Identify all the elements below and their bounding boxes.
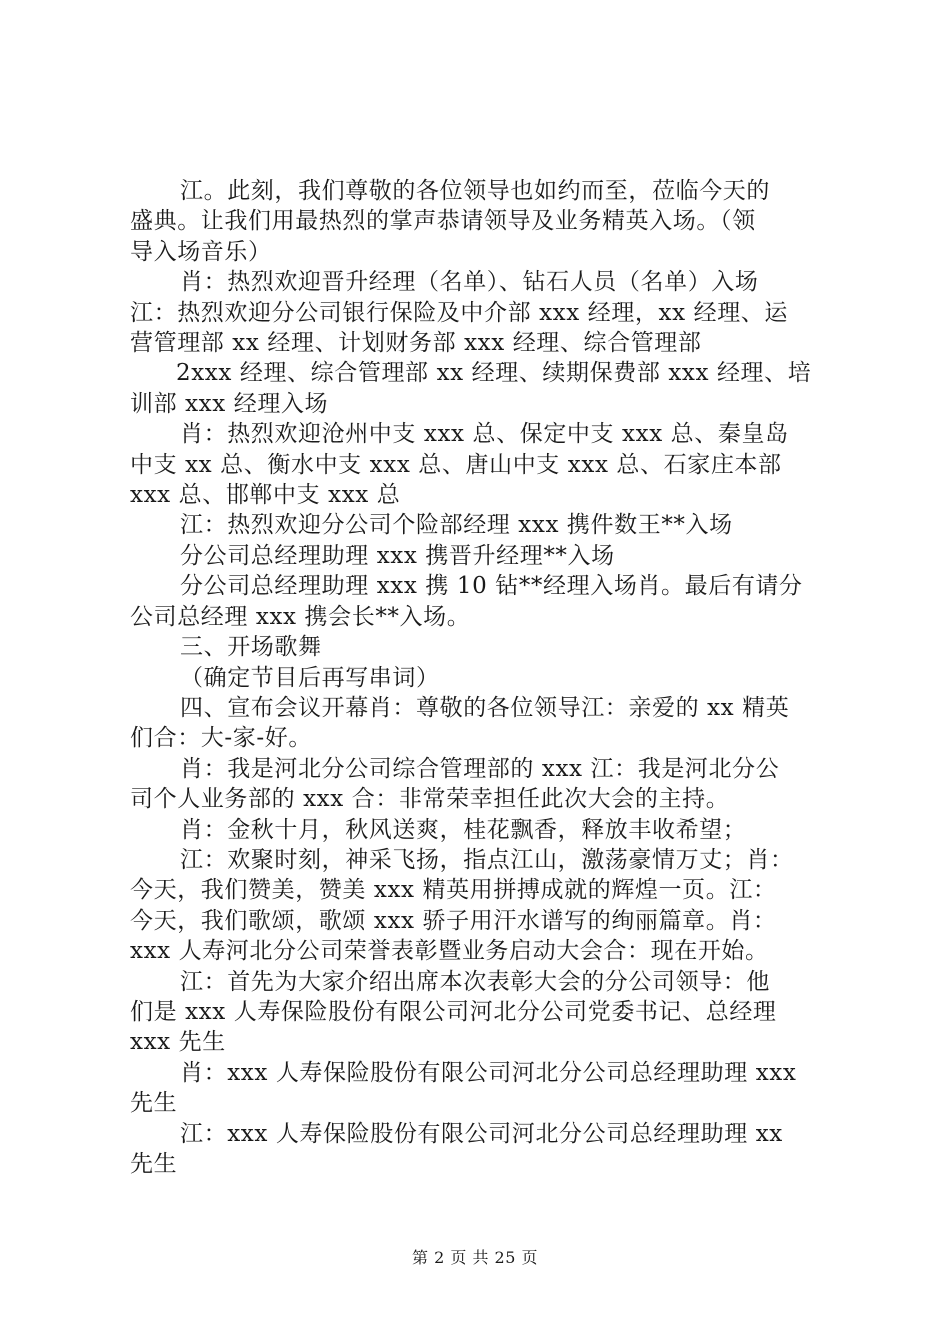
- section-heading: 三、开场歌舞: [180, 634, 322, 661]
- text-line: 江：热烈欢迎分公司银行保险及中介部 xxx 经理，xx 经理、运: [130, 299, 788, 326]
- text-line: （确定节目后再写串词）: [180, 664, 440, 691]
- text-line: 江：首先为大家介绍出席本次表彰大会的分公司领导：他: [180, 968, 770, 995]
- text-line: 们是 xxx 人寿保险股份有限公司河北分公司党委书记、总经理: [130, 998, 777, 1025]
- text-line: 今天，我们赞美，赞美 xxx 精英用拼搏成就的辉煌一页。江：: [130, 877, 777, 904]
- text-line: 江。此刻，我们尊敬的各位领导也如约而至，莅临今天的: [180, 178, 770, 204]
- text-line: 分公司总经理助理 xxx 携晋升经理**入场: [180, 542, 615, 569]
- text-line: 导入场音乐）: [130, 238, 272, 265]
- text-line: 肖：我是河北分公司综合管理部的 xxx 江：我是河北分公: [180, 755, 780, 782]
- text-line: 公司总经理 xxx 携会长**入场。: [130, 603, 471, 630]
- text-line: 先生: [130, 1090, 178, 1117]
- text-line: 今天，我们歌颂，歌颂 xxx 骄子用汗水谱写的绚丽篇章。肖：: [130, 907, 777, 934]
- text-line: 营管理部 xx 经理、计划财务部 xxx 经理、综合管理部: [130, 330, 702, 357]
- text-line: 2xxx 经理、综合管理部 xx 经理、续期保费部 xxx 经理、培: [176, 360, 812, 387]
- text-line: 先生: [130, 1151, 178, 1177]
- text-line: xxx 人寿河北分公司荣誉表彰暨业务启动大会合：现在开始。: [130, 938, 769, 965]
- text-line: 盛典。让我们用最热烈的掌声恭请领导及业务精英入场。（领: [130, 208, 756, 235]
- text-line: 训部 xxx 经理入场: [130, 390, 329, 417]
- text-line: 们合：大-家-好。: [130, 725, 312, 752]
- text-line: xxx 先生: [130, 1029, 226, 1056]
- page-number: 第 2 页 共 25 页: [412, 1248, 538, 1267]
- text-line: xxx 总、邯郸中支 xxx 总: [130, 482, 401, 509]
- text-line: 肖：xxx 人寿保险股份有限公司河北分公司总经理助理 xxx: [180, 1059, 797, 1086]
- text-line: 江：xxx 人寿保险股份有限公司河北分公司总经理助理 xx: [180, 1120, 783, 1147]
- section-heading: 四、宣布会议开幕肖：尊敬的各位领导江：亲爱的 xx 精英: [180, 694, 790, 721]
- text-line: 分公司总经理助理 xxx 携 10 钻**经理入场肖。最后有请分: [180, 573, 803, 600]
- text-line: 司个人业务部的 xxx 合：非常荣幸担任此次大会的主持。: [130, 786, 730, 813]
- text-line: 江：欢聚时刻，神采飞扬，指点江山，激荡豪情万丈；肖：: [180, 846, 794, 873]
- text-line: 江：热烈欢迎分公司个险部经理 xxx 携件数王**入场: [180, 512, 733, 539]
- text-line: 肖：金秋十月，秋风送爽，桂花飘香，释放丰收希望；: [180, 816, 747, 843]
- document-body: [130, 176, 835, 1179]
- text-line: 肖：热烈欢迎沧州中支 xxx 总、保定中支 xxx 总、秦皇岛: [180, 421, 789, 448]
- text-line: 肖：热烈欢迎晋升经理（名单）、钻石人员（名单）入场: [180, 269, 759, 296]
- text-line: 中支 xx 总、衡水中支 xxx 总、唐山中支 xxx 总、石家庄本部: [130, 451, 782, 478]
